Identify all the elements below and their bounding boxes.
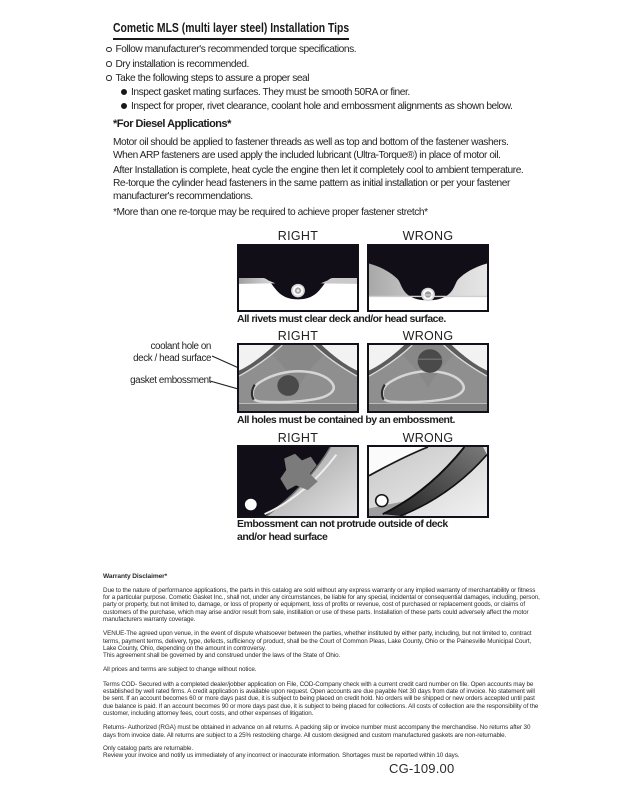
rivet-touching-diagram <box>369 246 487 310</box>
tip-bullet-1 <box>106 43 356 56</box>
tip-bullet-2-text: Dry installation is recommended. <box>115 58 249 70</box>
open-bullet-icon <box>106 61 112 67</box>
tip-bullet-1-text: Follow manufacturer's recommended torque specifications. <box>115 44 357 55</box>
filled-bullet-icon <box>121 103 127 109</box>
tip-sub-bullet-2 <box>121 100 513 113</box>
row1-right-label: RIGHT <box>277 229 319 243</box>
row3-right-label: RIGHT <box>277 431 319 445</box>
gasket-embossment-label: gasket embossment <box>130 375 211 386</box>
tip-sub-bullet-1-text: Inspect gasket mating surfaces. They must be smooth 50RA or finer. <box>131 86 410 98</box>
only-catalog-text: Only catalog parts are returnable. <box>103 744 194 752</box>
hole-right-illustration <box>237 343 359 413</box>
bolt-hole <box>245 499 257 511</box>
governing-law-text: This agreement shall be governed by and construed under the laws of the State of Ohio. <box>103 652 341 660</box>
embossment-right-illustration <box>237 445 359 518</box>
coolant-hole-label: coolant hole on deck / head surface <box>133 341 211 364</box>
hole-wrong-illustration <box>367 343 489 413</box>
tip-bullet-3-text: Take the following steps to assure a proper seal <box>115 72 310 84</box>
open-bullet-icon <box>106 47 112 53</box>
diesel-heading: *For Diesel Applications* <box>113 118 231 130</box>
open-bullet-icon <box>106 75 112 81</box>
review-invoice-text: Review your invoice and notify us immediately of any incorrect or inaccurate information. Shortages must be reported within 10 days. <box>103 752 460 760</box>
terms-text: Terms COD- Secured with a completed dealer/jobber application on File, COD-Company check with a current credit card number on file. Open accounts may be established by well rated firms. A credit application is available upon request. Open accounts are due payable Net 30 days from date of invoice. No statement will be sent. If an account becomes 60 or more days past due, it is subject to being placed on credit hold. No orders will be shipped or new orders accepted until past due balance is paid. If an account becomes 90 or more days past due, it is subject to being placed for collections. All costs of collection are the responsibility of the customer, including attorney fees, court costs, and other expenses of litigation. <box>103 680 539 717</box>
rivet-wrong-illustration <box>367 244 489 312</box>
row3-caption-line1: Embossment can not protrude outside of deck <box>237 518 448 530</box>
row2-right-label: RIGHT <box>277 329 319 343</box>
hole-contained-diagram <box>239 345 357 411</box>
row2-wrong-label: WRONG <box>402 329 454 343</box>
row2-caption: All holes must be contained by an embossment. <box>237 414 455 426</box>
coolant-hole-inside <box>277 375 299 396</box>
row1-wrong-label: WRONG <box>402 229 454 243</box>
warranty-disclaimer-section <box>103 573 541 759</box>
row3-wrong-label: WRONG <box>402 431 454 445</box>
tip-sub-bullet-1 <box>121 86 410 99</box>
bolt-hole <box>376 495 388 507</box>
tip-bullet-3 <box>106 72 309 85</box>
filled-bullet-icon <box>121 89 127 95</box>
diesel-paragraph-1: Motor oil should be applied to fastener threads as well as top and bottom of the fastener washers. When ARP fasteners are used apply the included lubricant (Ultra-Torque®) in place of motor oil. <box>113 137 509 162</box>
warranty-heading: Warranty Disclaimer* <box>103 573 168 580</box>
coolant-hole-outside <box>418 349 443 373</box>
hole-outside-diagram <box>369 345 487 411</box>
tip-bullet-2 <box>106 58 249 71</box>
embossment-protruding-diagram <box>369 447 487 516</box>
tip-sub-bullet-2-text: Inspect for proper, rivet clearance, coolant hole and embossment alignments as shown below. <box>131 100 513 112</box>
embossment-inside-diagram <box>239 447 357 516</box>
prices-text: All prices and terms are subject to change without notice. <box>103 666 257 674</box>
rivet-right-illustration <box>237 244 359 312</box>
page-title: Cometic MLS (multi layer steel) Installation Tips <box>113 20 349 40</box>
document-code: CG-109.00 <box>389 761 455 776</box>
row3-caption-line2: and/or head surface <box>237 531 328 543</box>
diesel-paragraph-2: After Installation is complete, heat cycle the engine then let it completely cool to ambient temperature. Re-torque the cylinder head fasteners in the same pattern as initial installation or per your fastener manufacturer's recommendations. <box>113 165 524 203</box>
returns-text: Returns- Authorized (RGA) must be obtained in advance on all returns. A packing slip or invoice number must accompany the merchandise. No returns after 30 days from invoice date. All returns are subject to a 25% restocking charge. All custom designed and custom manufactured gaskets are non-returnable. <box>103 724 531 739</box>
retorque-note: *More than one re-torque may be required to achieve proper fastener stretch* <box>113 207 428 218</box>
venue-text: VENUE-The agreed upon venue, in the event of dispute whatsoever between the parties, whether instituted by either party, including, but not limited to, contract terms, payment terms, delivery, type, defects, sufficiency of product, shall be the Court of Common Pleas, Lake County, Ohio or the Painesville Municipal Court, Lake County, Ohio, depending on the amount in controversy. <box>103 630 532 652</box>
warranty-disclaimer-text: Due to the nature of performance applications, the parts in this catalog are sold without any express warranty or any implied warranty of merchantability or fitness for a particular purpose. Cometic Gasket Inc., shall not, under any circumstances, be liable for any special, incidental or consequential damages, including, person, party or property, but not limited to, damage, or loss of property or equipment, loss of profits or revenue, cost of purchased or replacement goods, or claims of customers of the purchase, which may arise and/or result from sale, instillation or use of these parts. Installation of these parts could adversely affect the motor manufacturers warranty coverage. <box>103 586 540 623</box>
embossment-wrong-illustration <box>367 445 489 518</box>
row1-caption: All rivets must clear deck and/or head surface. <box>237 313 446 325</box>
rivet-clear-diagram <box>239 246 357 310</box>
